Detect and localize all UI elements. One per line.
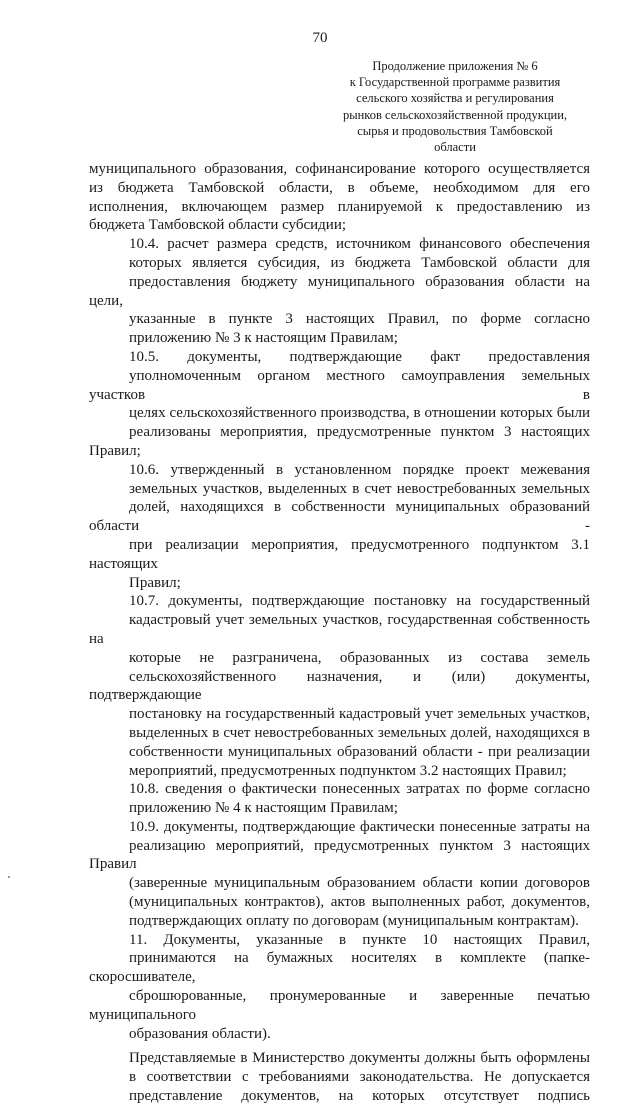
text-line: (муниципальных контрактов), актов выполненных работ, документов, xyxy=(129,894,590,911)
text-line: реализованы мероприятия, предусмотренные пунктом 3 настоящих Правил; xyxy=(89,424,590,459)
text-line: в соответствии с требованиями законодательства. Не допускается xyxy=(129,1069,590,1086)
text-line: сельскохозяйственного назначения, и (или) документы, подтверждающие xyxy=(89,668,590,704)
text-line: сброшюрованные, пронумерованные и заверенные печатью муниципального xyxy=(89,988,590,1023)
annex-line: к Государственной программе развития xyxy=(349,75,561,90)
text-line: 10.7. документы, подтверждающие постановку на государственный xyxy=(129,593,590,610)
text-line: 10.8. сведения о фактически понесенных затратах по форме согласно xyxy=(129,781,590,798)
text-line: 10.4. расчет размера средств, источником финансового обеспечения xyxy=(129,236,590,253)
text-line: из бюджета Тамбовской области, в объеме, необходимом для его xyxy=(89,179,590,196)
text-line: (заверенные муниципальным образованием области копии договоров xyxy=(129,875,590,892)
paragraph xyxy=(89,461,590,593)
text-line: подтверждающих оплату по договорам (муниципальным контрактам). xyxy=(129,912,579,929)
text-line: целях сельскохозяйственного производства, в отношении которых были xyxy=(129,405,590,422)
text-line: при реализации мероприятия, предусмотренного подпунктом 3.1 настоящих xyxy=(89,536,590,572)
text-line: выделенных в счет невостребованных земельных долей, находящихся в xyxy=(129,724,590,741)
text-line: 10.9. документы, подтверждающие фактически понесенные затраты на xyxy=(129,818,590,835)
paragraph xyxy=(89,348,590,461)
annex-line: Продолжение приложения № 6 xyxy=(372,59,538,73)
text-line: бюджета Тамбовской области субсидии; xyxy=(89,217,347,234)
text-line: уполномоченным органом местного самоуправления земельных участков в xyxy=(89,367,590,403)
page-number: 70 xyxy=(312,30,328,46)
text-line: 10.5. документы, подтверждающие факт предоставления xyxy=(129,348,590,365)
annex-line: области xyxy=(434,140,476,155)
text-line: кадастровый учет земельных участков, государственная собственность на xyxy=(89,612,590,647)
text-line: 11. Документы, указанные в пункте 10 настоящих Правил, xyxy=(129,931,590,948)
annex-header xyxy=(330,58,580,155)
text-line: исполнения, включающем размер планируемой к предоставлению из xyxy=(89,198,590,215)
annex-line: сырья и продовольствия Тамбовской xyxy=(357,123,553,138)
text-line: принимаются на бумажных носителях в комплекте (папке-скоросшивателе, xyxy=(89,950,590,986)
paragraph xyxy=(89,780,590,818)
text-line: реализацию мероприятий, предусмотренных пунктом 3 настоящих Правил xyxy=(89,837,590,873)
text-line: Представляемые в Министерство документы должны быть оформлены xyxy=(129,1050,590,1067)
paragraph xyxy=(89,160,590,235)
text-line: которые не разграничена, образованных из состава земель xyxy=(129,649,590,666)
text-line: Правил; xyxy=(129,574,181,591)
paragraph xyxy=(89,592,590,780)
paragraph xyxy=(89,818,590,931)
scan-mark xyxy=(8,876,10,878)
text-line: указанные в пункте 3 настоящих Правил, по форме согласно xyxy=(129,311,590,328)
text-line: которых является субсидия, из бюджета Тамбовской области для xyxy=(129,254,590,271)
text-line: образования области). xyxy=(129,1025,271,1042)
text-line: земельных участков, выделенных в счет невостребованных земельных xyxy=(129,480,590,497)
annex-line: рынков сельскохозяйственной продукции, xyxy=(342,107,568,122)
text-line: долей, находящихся в собственности муниципальных образований области - xyxy=(89,499,590,535)
paragraph xyxy=(89,1049,590,1105)
text-line: мероприятий, предусмотренных подпунктом 3.2 настоящих Правил; xyxy=(129,762,567,779)
paragraph xyxy=(89,931,590,1044)
document-body xyxy=(89,160,590,1106)
text-line: представление документов, на которых отсутствует подпись xyxy=(129,1088,590,1105)
annex-line: сельского хозяйства и регулирования xyxy=(356,91,554,106)
paragraph xyxy=(89,235,590,348)
text-line: предоставления бюджету муниципального образования области на цели, xyxy=(89,273,590,309)
text-line: муниципального образования, софинансирование которого осуществляется xyxy=(89,161,590,177)
text-line: приложению № 4 к настоящим Правилам; xyxy=(129,800,398,817)
text-line: приложению № 3 к настоящим Правилам; xyxy=(129,330,398,347)
text-line: 10.6. утвержденный в установленном порядке проект межевания xyxy=(129,461,590,478)
text-line: постановку на государственный кадастровый учет земельных участков, xyxy=(129,706,590,723)
text-line: собственности муниципальных образований области - при реализации xyxy=(129,743,590,760)
